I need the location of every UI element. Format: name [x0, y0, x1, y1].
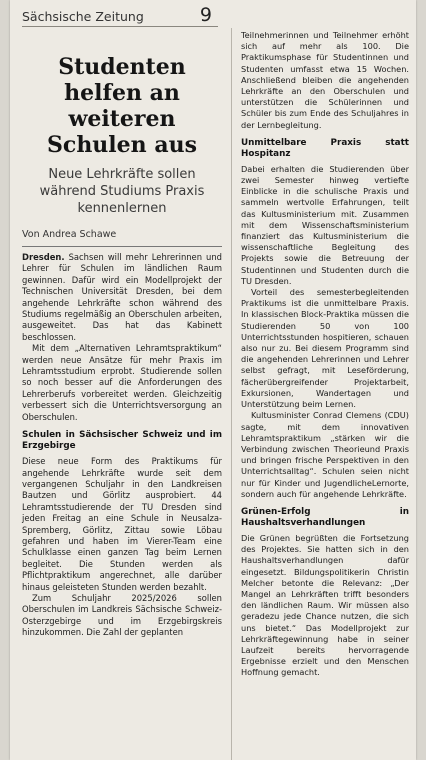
paragraph: Zum Schuljahr 2025/2026 sollen Oberschulen im Landkreis Sächsische Schweiz-Osterzgebirge und im Erzgebirgskreis hinzukommen. Die Zahl der geplanten [22, 592, 222, 638]
paragraph: Dabei erhalten die Studierenden über zwei Semester hinweg vertiefte Einblicke in die schulische Praxis und sammeln wertvolle Erfahrungen, teilt das Kultusministerium mit. Zusammen mit dem Wissenschaftsministerium finanziert das Kultusministerium die wissenschaftliche Begleitung des Projekts sowie die Betreuung der Studentinnen und Studenten durch die TU Dresden. [241, 163, 409, 286]
paragraph: Mit dem „Alternativen Lehramtspraktikum“ werden neue Ansätze für mehr Praxis im Lehramtsstudium erprobt. Studierende sollen so noch besser auf die Anforderungen des Lehrerberufs vorbereitet werden. Gleichzeitig verbessert sich die Unterrichtsversorgung an Oberschulen. [22, 343, 222, 422]
byline-divider [22, 246, 222, 247]
paragraph: Kultusminister Conrad Clemens (CDU) sagte, mit dem innovativen Lehramtspraktikum „stärken wir die Verbindung zwischen Theorieund Praxis und bringen frische Perspektiven in den Unterrichtsalltag“. Schulen seien nicht nur für Kinder und JugendlicheLernorte, sondern auch für angehende Lehrkräfte. [241, 410, 409, 499]
paragraph: Die Grünen begrüßten die Fortsetzung des Projektes. Sie hatten sich in den Haushaltsverhandlungen dafür eingesetzt. Bildungspolitikerin Christin Melcher betonte die Relevanz: „Der Mangel an Lehrkräften trifft besonders den ländlichen Raum. Wir müssen also geradezu jede Chance nutzen, die sich uns bietet.“ Das Modellprojekt zur Lehrkräftegewinnung habe in seiner Laufzeit bereits hervorragende Ergebnisse erzielt und den Menschen Hoffnung gemacht. [241, 532, 409, 678]
right-column [241, 30, 409, 679]
subheading: Grünen-Erfolg in Haushaltsverhandlungen [241, 506, 409, 528]
paragraph [22, 252, 222, 343]
page-header [22, 4, 218, 27]
article-body-left [22, 252, 222, 639]
article-byline: Von Andrea Schawe [22, 229, 117, 240]
article-headline: Studenten helfen an weiteren Schulen aus [47, 54, 197, 158]
subheading: Unmittelbare Praxis statt Hospitanz [241, 137, 409, 159]
paragraph: Teilnehmerinnen und Teilnehmer erhöht sich auf mehr als 100. Die Praktikumsphase für Studentinnen und Studenten umfasst etwa 15 Wochen. Anschließend bleiben die angehenden Lehrkräfte an den Oberschulen und unterstützen die Schülerinnen und Schüler bis zum Ende des Schuljahres in der Lernbegleitung. [241, 30, 409, 130]
article-body-right [241, 30, 409, 679]
paragraph-text: Sachsen will mehr Lehrerinnen und Lehrer für Schulen im ländlichen Raum gewinnen. Dafür wird ein Modellprojekt der Technischen Universität Dresden, bei dem angehende Lehrkräfte schon während des Studiums regelmäßig an Oberschulen arbeiten, ausgeweitet. Das hat das Kabinett beschlossen. [22, 252, 222, 342]
paragraph: Diese neue Form des Praktikums für angehende Lehrkräfte wurde seit dem vergangenen Schuljahr in den Landkreisen Bautzen und Görlitz ausprobiert. 44 Lehramtsstudierende der TU Dresden sind jeden Freitag an eine Schule in Neusalza-Spremberg, Görlitz, Zittau sowie Löbau gefahren und haben im Vierer-Team eine Schulklasse einen ganzen Tag beim Lernen begleitet. Die Stunden werden als Pflichtpraktikum angerechnet, alle darüber hinaus geleisteten Stunden werden bezahlt. [22, 456, 222, 592]
page-number: 9 [199, 4, 212, 26]
subheading: Schulen in Sächsischer Schweiz und im Erzgebirge [22, 430, 222, 452]
left-column [22, 54, 222, 639]
newspaper-name: Sächsische Zeitung [22, 9, 144, 24]
column-divider [231, 28, 232, 760]
paragraph: Vorteil des semesterbegleitenden Praktikums ist die unmittelbare Praxis. In klassischen Block-Praktika müssen die Studierenden 50 von 100 Unterrichtsstunden hospitieren, schauen also nur zu. Bei diesem Programm sind die angehenden Lehrerinnen und Lehrer selbst gefragt, mit Leseförderung, fächerübergreifender Projektarbeit, Exkursionen, Wandertagen und Unterstützung beim Lernen. [241, 287, 409, 410]
dateline: Dresden. [22, 252, 65, 262]
article-subheadline: Neue Lehrkräfte sollen während Studiums Praxis kennenlernen [39, 167, 205, 216]
newspaper-page [10, 0, 416, 760]
